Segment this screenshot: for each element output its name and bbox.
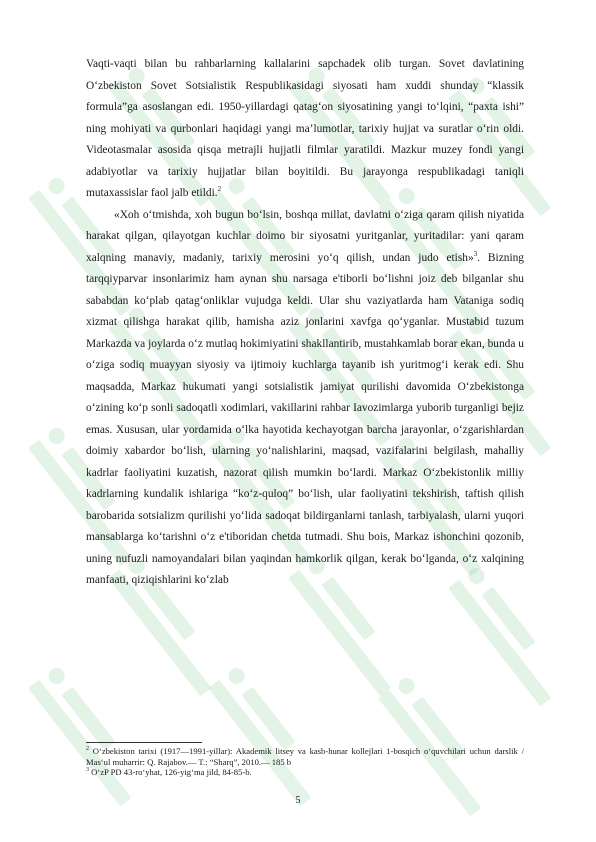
footnotes xyxy=(86,746,524,778)
footnote-text: O‘zP PD 43-ro‘yhat, 126-yig‘ma jild, 84-85-b. xyxy=(89,767,252,778)
footnote-ref-2[interactable]: 2 xyxy=(217,185,222,194)
footnote-text: O‘zbekiston tarixi (1917—1991-yillar): Akademik litsey va kasb-hunar kollejlari 1-bosqich o‘quvchilari uchun darslik / Mas‘ul muharrir: Q. Rajabov.— T.: “Sharq”, 2010.— 185 b xyxy=(86,746,524,767)
green-logo-watermark-icon xyxy=(208,664,332,807)
green-logo-watermark-icon xyxy=(28,664,152,807)
paragraph-1-text: Vaqti-vaqti bilan bu rahbarlarning kallalarini sapchadek olib turgan. Sovet davlatining O‘zbekiston Sovet Sotsialistik Respublikasidagi siyosati ham xuddi shunday “klassik formula”ga asoslangan edi. 1950-yillardagi qatag‘on siyosatining yangi to‘lqini, “paxta ishi” ning mohiyati va qurbonlari haqidagi yangi ma’lumotlar, tarixiy hujjat va suratlar o‘rin oldi. Videotasmalar asosida qisqa metrajli hujjatli filmlar yaratildi. Mazkur muzey fondi yangi adabiyotlar va tarixiy hujjatlar bilan boyitildi. Bu jarayonga respublikadagi taniqli mutaxassislar faol jalb etildi. xyxy=(86,58,524,199)
footnote-ref-3[interactable]: 3 xyxy=(473,249,478,258)
footnote-number: 2 xyxy=(86,746,89,753)
footnote-number: 3 xyxy=(86,767,89,774)
footnote-divider xyxy=(86,742,202,743)
footnote-3 xyxy=(86,767,524,778)
footnote-2 xyxy=(86,746,524,767)
paragraph-1 xyxy=(86,54,524,205)
page-number: 5 xyxy=(295,795,301,806)
paragraph-2 xyxy=(86,205,524,592)
quotation-text: «Xoh o‘tmishda, xoh bugun bo‘lsin, boshqa millat, davlatni o‘ziga qaram qilish niyatida harakat qilgan, qilayotgan kuchlar doimo bir siyosatni yuritganlar, yuritadilar: yani qaram xalqning manaviy, madaniy, tarixiy merosini yo‘q qilish, undan judo etish» xyxy=(86,208,524,264)
paragraph-2-text: . Bizning tarqqiyparvar insonlarimiz ham aynan shu narsaga e'tiborli bo‘lishni joiz deb bilganlar shu sababdan ko‘plab qatag‘onliklar vujudga keldi. Ular shu vaziyatlarda ham Vataniga sodiq xizmat qilishga harakat qilib, hamisha aziz jonlarini xavfga qo‘yganlar. Mustabid tuzum Markazda va joylarda o‘z mutlaq hokimiyatini shakllantirib, mustahkamlab borar ekan, bunda u o‘ziga sodiq muayyan siyosiy va ijtimoiy kuchlarga tayanib ish yuritmog‘i kerak edi. Shu maqsadda, Markaz hukumati yangi sotsialistik jamiyat qurilishi davomida O‘zbekistonga o‘zining ko‘p sonli sadoqatli xodimlari, vakillarini rahbar Iavozimlarga yuborib turganligi bejiz emas. Xususan, ular yordamida o‘lka hayotida kechayotgan barcha jarayonlar, o‘zgarishlardan doimiy xabardor bo‘lish, ularning yo‘nalishlarini, maqsad, vazifalarini belgilash, mahalliy kadrlar faoliyatini kuzatish, nazorat qilish mumkin bo‘lardi. Markaz O‘zbekistonlik milliy kadrlarning kundalik ishlariga “ko‘z-quloq” bo‘lish, ular faoliyatini tekshirish, taftish qilish barobarida sotsializm qurilishi yo‘lida sadoqat bildirganlarni tanlash, tarbiyalash, ularni yuqori mansablarga ko‘tarishni o‘z e'tiboridan chetda tutmadi. Shu bois, Markaz ishonchini qozonib, uning nufuzli namoyandalari bilan yaqindan hamkorlik qilgan, kerak bo‘lganda, o‘z xalqining manfaati, qiziqishlarini ko‘zlab xyxy=(86,251,524,586)
body-text xyxy=(86,54,524,592)
